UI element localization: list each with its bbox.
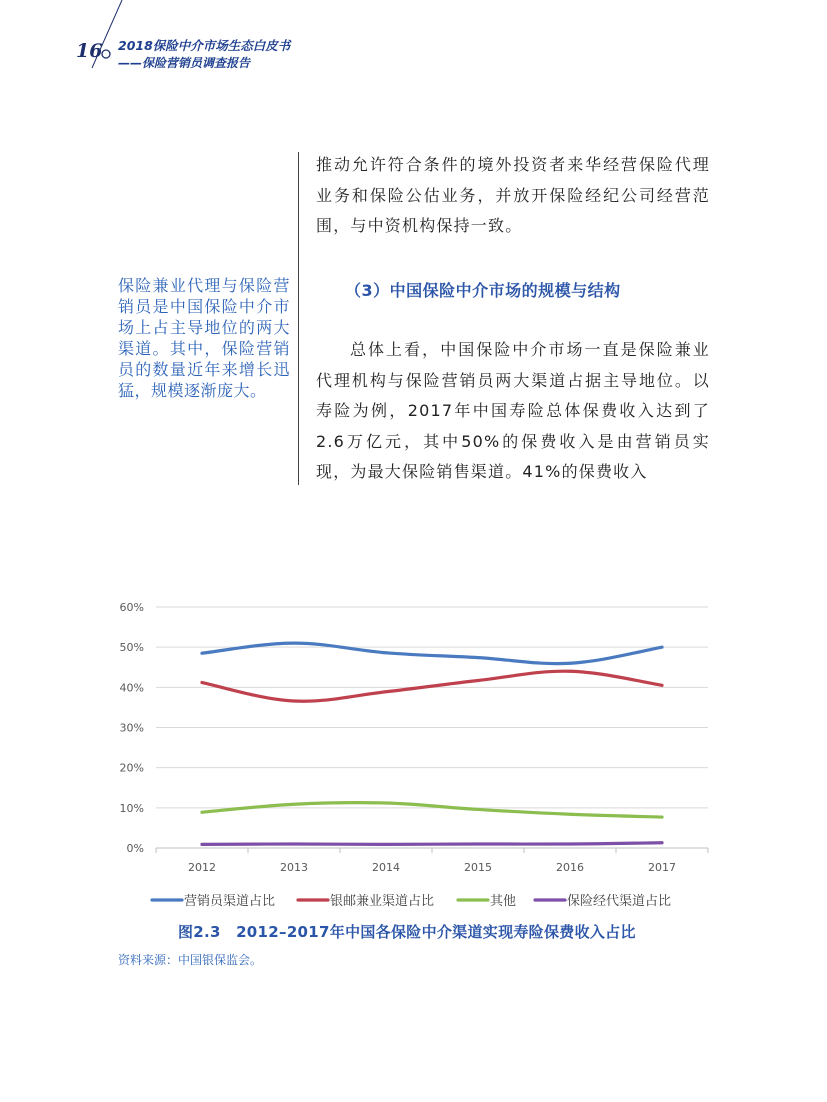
page-number: 16	[76, 40, 103, 62]
legend-label: 其他	[490, 894, 517, 909]
series-line-1	[202, 643, 662, 663]
y-tick-label: 10%	[119, 801, 144, 815]
data-point	[201, 843, 204, 846]
sidebar-note: 保险兼业代理与保险营销员是中国保险中介市场上占主导地位的两大渠道。其中，保险营销员的数量近年来增长迅猛，规模逐渐庞大。	[118, 276, 290, 400]
x-tick-label: 2016	[556, 861, 584, 874]
x-tick-label: 2014	[372, 861, 400, 874]
data-point	[661, 646, 664, 649]
figure-caption: 图2.3 2012–2017年中国各保险中介渠道实现寿险保费收入占比	[178, 923, 636, 941]
legend-label: 银邮兼业渠道占比	[330, 894, 435, 909]
data-point	[661, 816, 664, 819]
column-divider	[298, 152, 299, 485]
legend-label: 保险经代渠道占比	[567, 894, 672, 909]
line-chart	[100, 590, 720, 920]
series-line-2	[202, 671, 662, 701]
data-point	[385, 843, 388, 846]
data-point	[477, 808, 480, 811]
series-line-3	[202, 803, 662, 818]
data-point	[293, 642, 296, 645]
header-title: 2018保险中介市场生态白皮书	[118, 38, 291, 53]
data-point	[569, 662, 572, 665]
body-paragraph-2: 总体上看，中国保险中介市场一直是保险兼业代理机构与保险营销员两大渠道占据主导地位。以寿险为例，2017年中国寿险总体保费收入达到了2.6万亿元，其中50%的保费收入是由营销员实现，为最大保险销售渠道。41%的保费收入	[316, 340, 710, 481]
chart-container	[100, 590, 720, 920]
data-point	[477, 842, 480, 845]
x-tick-label: 2015	[464, 861, 492, 874]
data-point	[385, 690, 388, 693]
x-tick-label: 2012	[188, 861, 216, 874]
data-point	[569, 670, 572, 673]
data-point	[569, 842, 572, 845]
data-point	[293, 699, 296, 702]
data-point	[661, 684, 664, 687]
data-point	[385, 651, 388, 654]
y-tick-label: 60%	[119, 601, 144, 614]
y-tick-label: 30%	[119, 721, 144, 735]
source-note: 资料来源：中国银保监会。	[118, 953, 263, 967]
legend-label: 营销员渠道占比	[184, 894, 276, 909]
section-heading: （3）中国保险中介市场的规模与结构	[345, 281, 621, 300]
data-point	[569, 813, 572, 816]
x-tick-label: 2017	[648, 861, 676, 874]
header-subtitle: ——保险营销员调查报告	[118, 56, 251, 70]
data-point	[477, 656, 480, 659]
y-tick-label: 40%	[119, 681, 144, 695]
data-point	[385, 802, 388, 805]
body-paragraph-1: 推动允许符合条件的境外投资者来华经营保险代理业务和保险公估业务，并放开保险经纪公司经营范围，与中资机构保持一致。	[316, 155, 710, 235]
data-point	[293, 842, 296, 845]
data-point	[201, 811, 204, 814]
y-tick-label: 0%	[126, 842, 144, 855]
series-line-4	[202, 843, 662, 845]
y-tick-label: 20%	[119, 761, 144, 775]
data-point	[477, 679, 480, 682]
data-point	[201, 652, 204, 655]
data-point	[201, 681, 204, 684]
y-tick-label: 50%	[119, 641, 144, 655]
data-point	[293, 803, 296, 806]
data-point	[661, 841, 664, 844]
x-tick-label: 2013	[280, 861, 308, 874]
